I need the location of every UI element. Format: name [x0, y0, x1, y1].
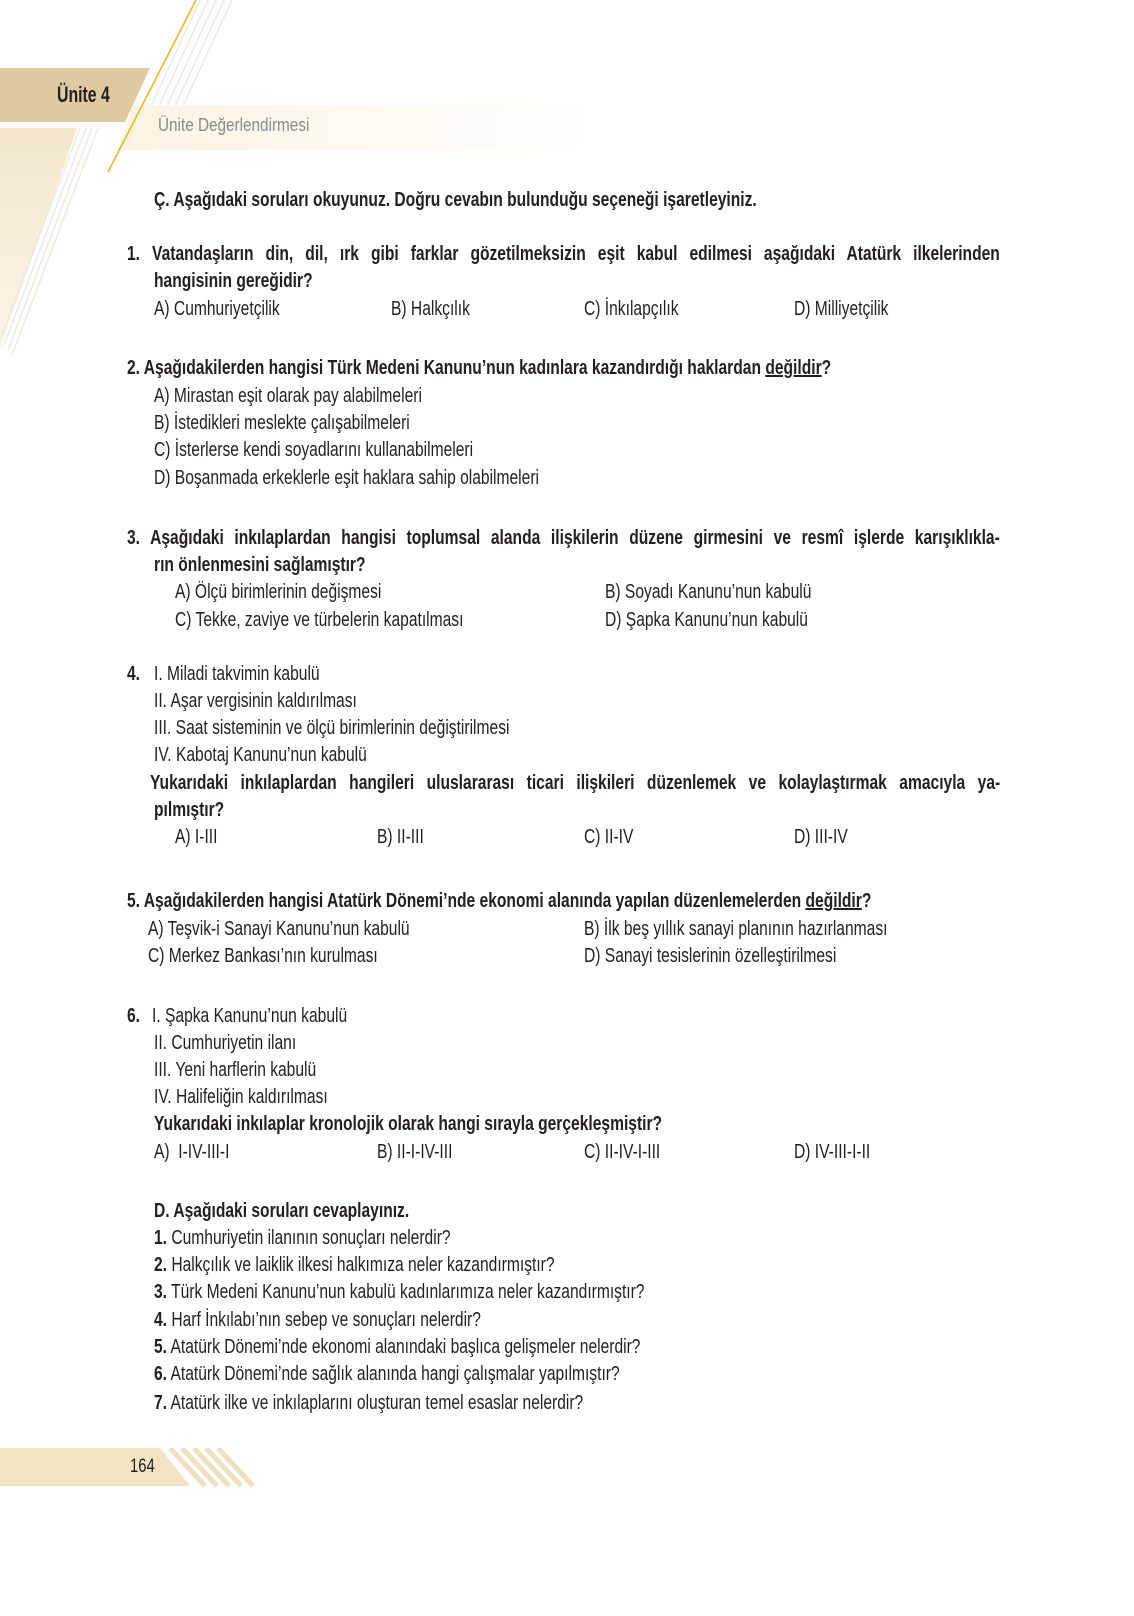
d-question-7: 7. Atatürk ilke ve inkılaplarını oluşturan temel esaslar nelerdir? [154, 1392, 584, 1414]
q6-option-c[interactable]: C) II-IV-I-III [584, 1141, 661, 1163]
q6-number: 6. [127, 1005, 141, 1027]
q4-option-a[interactable]: A) I-III [175, 826, 218, 848]
q5-option-a[interactable]: A) Teşvik-i Sanayi Kanunu’nun kabulü [148, 918, 410, 940]
q6-item-1: I. Şapka Kanunu’nun kabulü [152, 1005, 348, 1027]
q1-option-d[interactable]: D) Milliyetçilik [794, 298, 889, 320]
q3-stem: 3. Aşağıdaki inkılaplardan hangisi toplumsal alanda ilişkilerin düzene girmesini ve resmî işlerde karışıklıkla- [127, 527, 1000, 549]
q4-option-c[interactable]: C) II-IV [584, 826, 634, 848]
q5-option-d[interactable]: D) Sanayi tesislerinin özelleştirilmesi [584, 945, 837, 967]
q4-stem-cont: pılmıştır? [154, 799, 225, 821]
section-d-instruction: D. Aşağıdaki soruları cevaplayınız. [154, 1200, 410, 1222]
q1-option-b[interactable]: B) Halkçılık [391, 298, 470, 320]
q2-option-a[interactable]: A) Mirastan eşit olarak pay alabilmeleri [154, 385, 422, 407]
q4-stem: Yukarıdaki inkılaplardan hangileri uluslararası ticari ilişkileri düzenlemek ve kolaylaştırmak amacıyla ya- [150, 772, 1001, 794]
q2-option-c[interactable]: C) İsterlerse kendi soyadlarını kullanabilmeleri [154, 439, 474, 461]
q5-option-c[interactable]: C) Merkez Bankası’nın kurulması [148, 945, 378, 967]
q4-item-4: IV. Kabotaj Kanunu’nun kabulü [154, 744, 367, 766]
q1-option-a[interactable]: A) Cumhuriyetçilik [154, 298, 280, 320]
unit-label: Ünite 4 [57, 82, 110, 107]
q4-number: 4. [127, 663, 141, 685]
q3-option-d[interactable]: D) Şapka Kanunu’nun kabulü [605, 609, 808, 631]
q6-item-4: IV. Halifeliğin kaldırılması [154, 1086, 328, 1108]
q1-option-c[interactable]: C) İnkılapçılık [584, 298, 679, 320]
d-question-5: 5. Atatürk Dönemi’nde ekonomi alanındaki başlıca gelişmeler nelerdir? [154, 1336, 641, 1358]
q4-option-d[interactable]: D) III-IV [794, 826, 848, 848]
page-subtitle: Ünite Değerlendirmesi [158, 115, 310, 135]
q3-stem-cont: rın önlenmesini sağlamıştır? [154, 554, 366, 576]
q1-stem: 1. Vatandaşların din, dil, ırk gibi farklar gözetilmeksizin eşit kabul edilmesi aşağıdaki Atatürk ilkelerinden [127, 243, 1000, 265]
q3-option-b[interactable]: B) Soyadı Kanunu’nun kabulü [605, 581, 812, 603]
d-question-4: 4. Harf İnkılabı’nın sebep ve sonuçları nelerdir? [154, 1309, 481, 1331]
q6-option-a[interactable]: A) I-IV-III-I [154, 1141, 230, 1163]
q2-stem: 2. Aşağıdakilerden hangisi Türk Medeni Kanunu’nun kadınlara kazandırdığı haklardan değildir? [127, 357, 832, 379]
q4-item-2: II. Aşar vergisinin kaldırılması [154, 690, 357, 712]
q1-stem-cont: hangisinin gereğidir? [154, 270, 313, 292]
q2-option-d[interactable]: D) Boşanmada erkeklerle eşit haklara sahip olabilmeleri [154, 467, 539, 489]
page-number: 164 [130, 1456, 155, 1477]
q6-item-2: II. Cumhuriyetin ilanı [154, 1032, 297, 1054]
q5-option-b[interactable]: B) İlk beş yıllık sanayi planının hazırlanması [584, 918, 888, 940]
section-c-instruction: Ç. Aşağıdaki soruları okuyunuz. Doğru cevabın bulunduğu seçeneği işaretleyiniz. [154, 189, 757, 211]
q2-option-b[interactable]: B) İstedikleri meslekte çalışabilmeleri [154, 412, 410, 434]
q3-option-c[interactable]: C) Tekke, zaviye ve türbelerin kapatılması [175, 609, 464, 631]
q3-option-a[interactable]: A) Ölçü birimlerinin değişmesi [175, 581, 382, 603]
q4-item-1: I. Miladi takvimin kabulü [154, 663, 320, 685]
q4-item-3: III. Saat sisteminin ve ölçü birimlerinin değiştirilmesi [154, 717, 510, 739]
q6-option-d[interactable]: D) IV-III-I-II [794, 1141, 871, 1163]
d-question-6: 6. Atatürk Dönemi’nde sağlık alanında hangi çalışmalar yapılmıştır? [154, 1363, 620, 1385]
q6-item-3: III. Yeni harflerin kabulü [154, 1059, 317, 1081]
q6-stem: Yukarıdaki inkılaplar kronolojik olarak hangi sırayla gerçekleşmiştir? [154, 1113, 663, 1135]
q4-option-b[interactable]: B) II-III [377, 826, 424, 848]
q5-stem: 5. Aşağıdakilerden hangisi Atatürk Dönemi’nde ekonomi alanında yapılan düzenlemelerden değildir? [127, 890, 872, 912]
d-question-1: 1. Cumhuriyetin ilanının sonuçları nelerdir? [154, 1227, 451, 1249]
q6-option-b[interactable]: B) II-I-IV-III [377, 1141, 453, 1163]
d-question-3: 3. Türk Medeni Kanunu’nun kabulü kadınlarımıza neler kazandırmıştır? [154, 1281, 645, 1303]
d-question-2: 2. Halkçılık ve laiklik ilkesi halkımıza neler kazandırmıştır? [154, 1254, 555, 1276]
